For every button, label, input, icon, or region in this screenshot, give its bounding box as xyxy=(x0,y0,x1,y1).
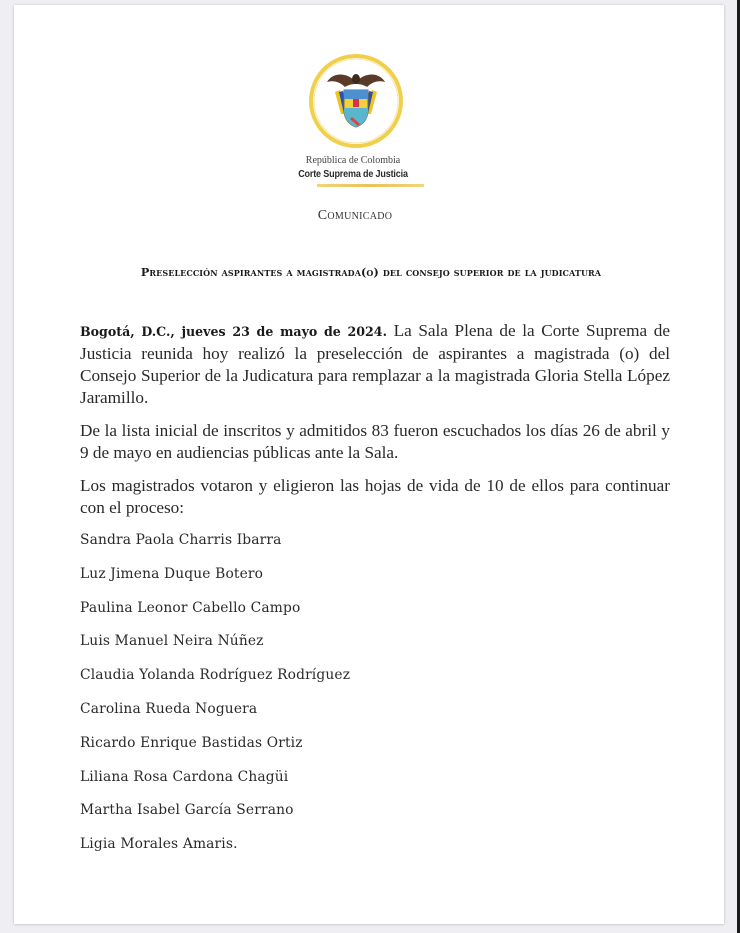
list-item: Luis Manuel Neira Núñez xyxy=(80,633,264,650)
list-item: Paulina Leonor Cabello Campo xyxy=(80,599,301,616)
candidate-list xyxy=(80,528,670,866)
document-title: Preselección aspirantes a magistrada(o) del consejo superior de la judicatura xyxy=(140,265,602,279)
document-body xyxy=(80,320,670,530)
list-item: Luz Jimena Duque Botero xyxy=(80,565,264,582)
org-country: República de Colombia xyxy=(305,155,401,166)
org-divider xyxy=(317,184,424,187)
org-name: Corte Suprema de Justicia xyxy=(298,168,408,180)
colombia-coat-of-arms-icon xyxy=(307,52,405,150)
paragraph-intro xyxy=(80,320,670,409)
list-item: Sandra Paola Charris Ibarra xyxy=(80,532,282,548)
paragraph-selection: Los magistrados votaron y eligieron las hojas de vida de 10 de ellos para continuar con el proceso: xyxy=(80,476,670,517)
paragraph-intro-text: La Sala Plena de la Corte Suprema de Justicia reunida hoy realizó la preselección de aspirantes a magistrada (o) del Consejo Superior de la Judicatura para remplazar a la magistrada Gloria Stella López Jaramillo. xyxy=(80,321,670,407)
dateline: Bogotá, D.C., jueves 23 de mayo de 2024. xyxy=(80,324,387,339)
list-item: Carolina Rueda Noguera xyxy=(80,700,258,717)
logo-seal xyxy=(307,52,405,150)
paragraph-hearings: De la lista inicial de inscritos y admitidos 83 fueron escuchados los días 26 de abril y 9 de mayo en audiencias públicas ante la Sala. xyxy=(80,421,670,462)
list-item: Ricardo Enrique Bastidas Ortiz xyxy=(80,734,303,751)
list-item: Liliana Rosa Cardona Chagüi xyxy=(80,768,289,785)
document-type: Comunicado xyxy=(317,208,393,223)
list-item: Martha Isabel García Serrano xyxy=(80,802,294,819)
list-item: Claudia Yolanda Rodríguez Rodríguez xyxy=(80,667,351,684)
list-item: Ligia Morales Amaris. xyxy=(80,836,238,853)
